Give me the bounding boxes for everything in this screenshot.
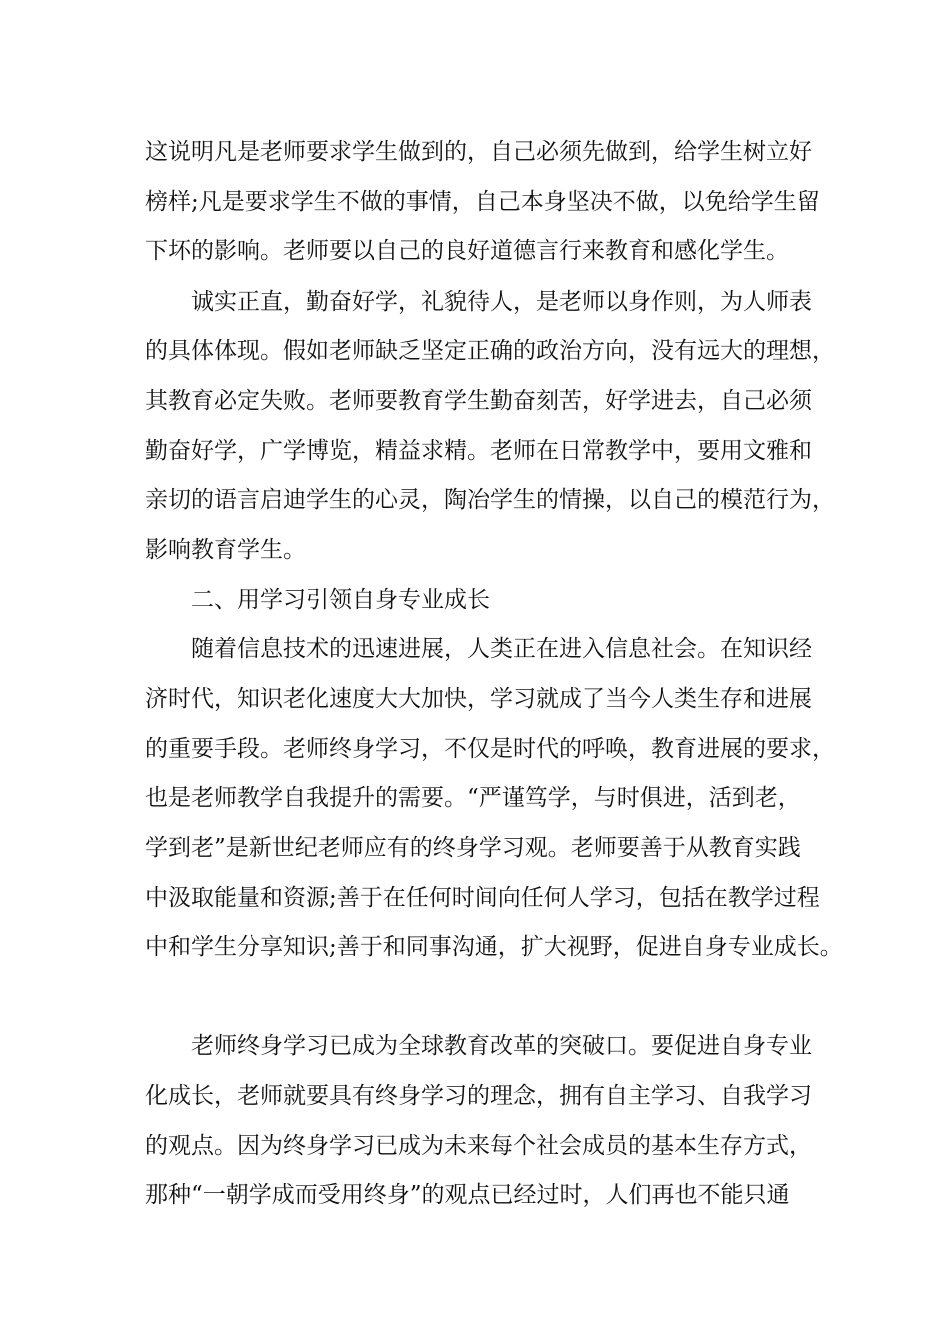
section-heading: 二、用学习引领自身专业成长 (191, 587, 490, 613)
text-line: 化成长，老师就要具有终身学习的理念，拥有自主学习、自我学习 (145, 1083, 812, 1109)
text-line: 下坏的影响。老师要以自己的良好道德言行来教育和感化学生。 (145, 238, 789, 264)
paragraph-first-line: 诚实正直，勤奋好学，礼貌待人，是老师以身作则，为人师表 (191, 289, 812, 315)
text-line: 济时代，知识老化速度大大加快，学习就成了当今人类生存和进展 (145, 686, 812, 712)
paragraph-first-line: 老师终身学习已成为全球教育改革的突破口。要促进自身专业 (191, 1033, 812, 1059)
text-line: 这说明凡是老师要求学生做到的，自己必须先做到，给学生树立好 (145, 139, 812, 165)
paragraph-first-line: 随着信息技术的迅速进展，人类正在进入信息社会。在知识经 (191, 636, 812, 662)
text-line: 中汲取能量和资源;善于在任何时间向任何人学习，包括在教学过程 (145, 885, 820, 911)
text-line: 亲切的语言启迪学生的心灵，陶冶学生的情操，以自己的模范行为， (145, 487, 835, 513)
text-line: 学到老”是新世纪老师应有的终身学习观。老师要善于从教育实践 (145, 835, 801, 861)
text-line: 的具体体现。假如老师缺乏坚定正确的政治方向，没有远大的理想， (145, 338, 835, 364)
text-line: 榜样;凡是要求学生不做的事情，自己本身坚决不做，以免给学生留 (145, 189, 820, 215)
text-line: 其教育必定失败。老师要教育学生勤奋刻苦，好学进去，自己必须 (145, 388, 812, 414)
text-line: 的重要手段。老师终身学习，不仅是时代的呼唤，教育进展的要求， (145, 736, 835, 762)
text-line: 的观点。因为终身学习已成为未来每个社会成员的基本生存方式， (145, 1133, 812, 1159)
text-line: 影响教育学生。 (145, 537, 306, 563)
text-line: 勤奋好学，广学博览，精益求精。老师在日常教学中，要用文雅和 (145, 438, 812, 464)
text-line: 中和学生分享知识;善于和同事沟通，扩大视野，促进自身专业成长。 (145, 934, 843, 960)
text-line: 也是老师教学自我提升的需要。“严谨笃学，与时俱进，活到老， (145, 785, 801, 811)
text-line: 那种“一朝学成而受用终身”的观点已经过时，人们再也不能只通 (145, 1182, 790, 1208)
